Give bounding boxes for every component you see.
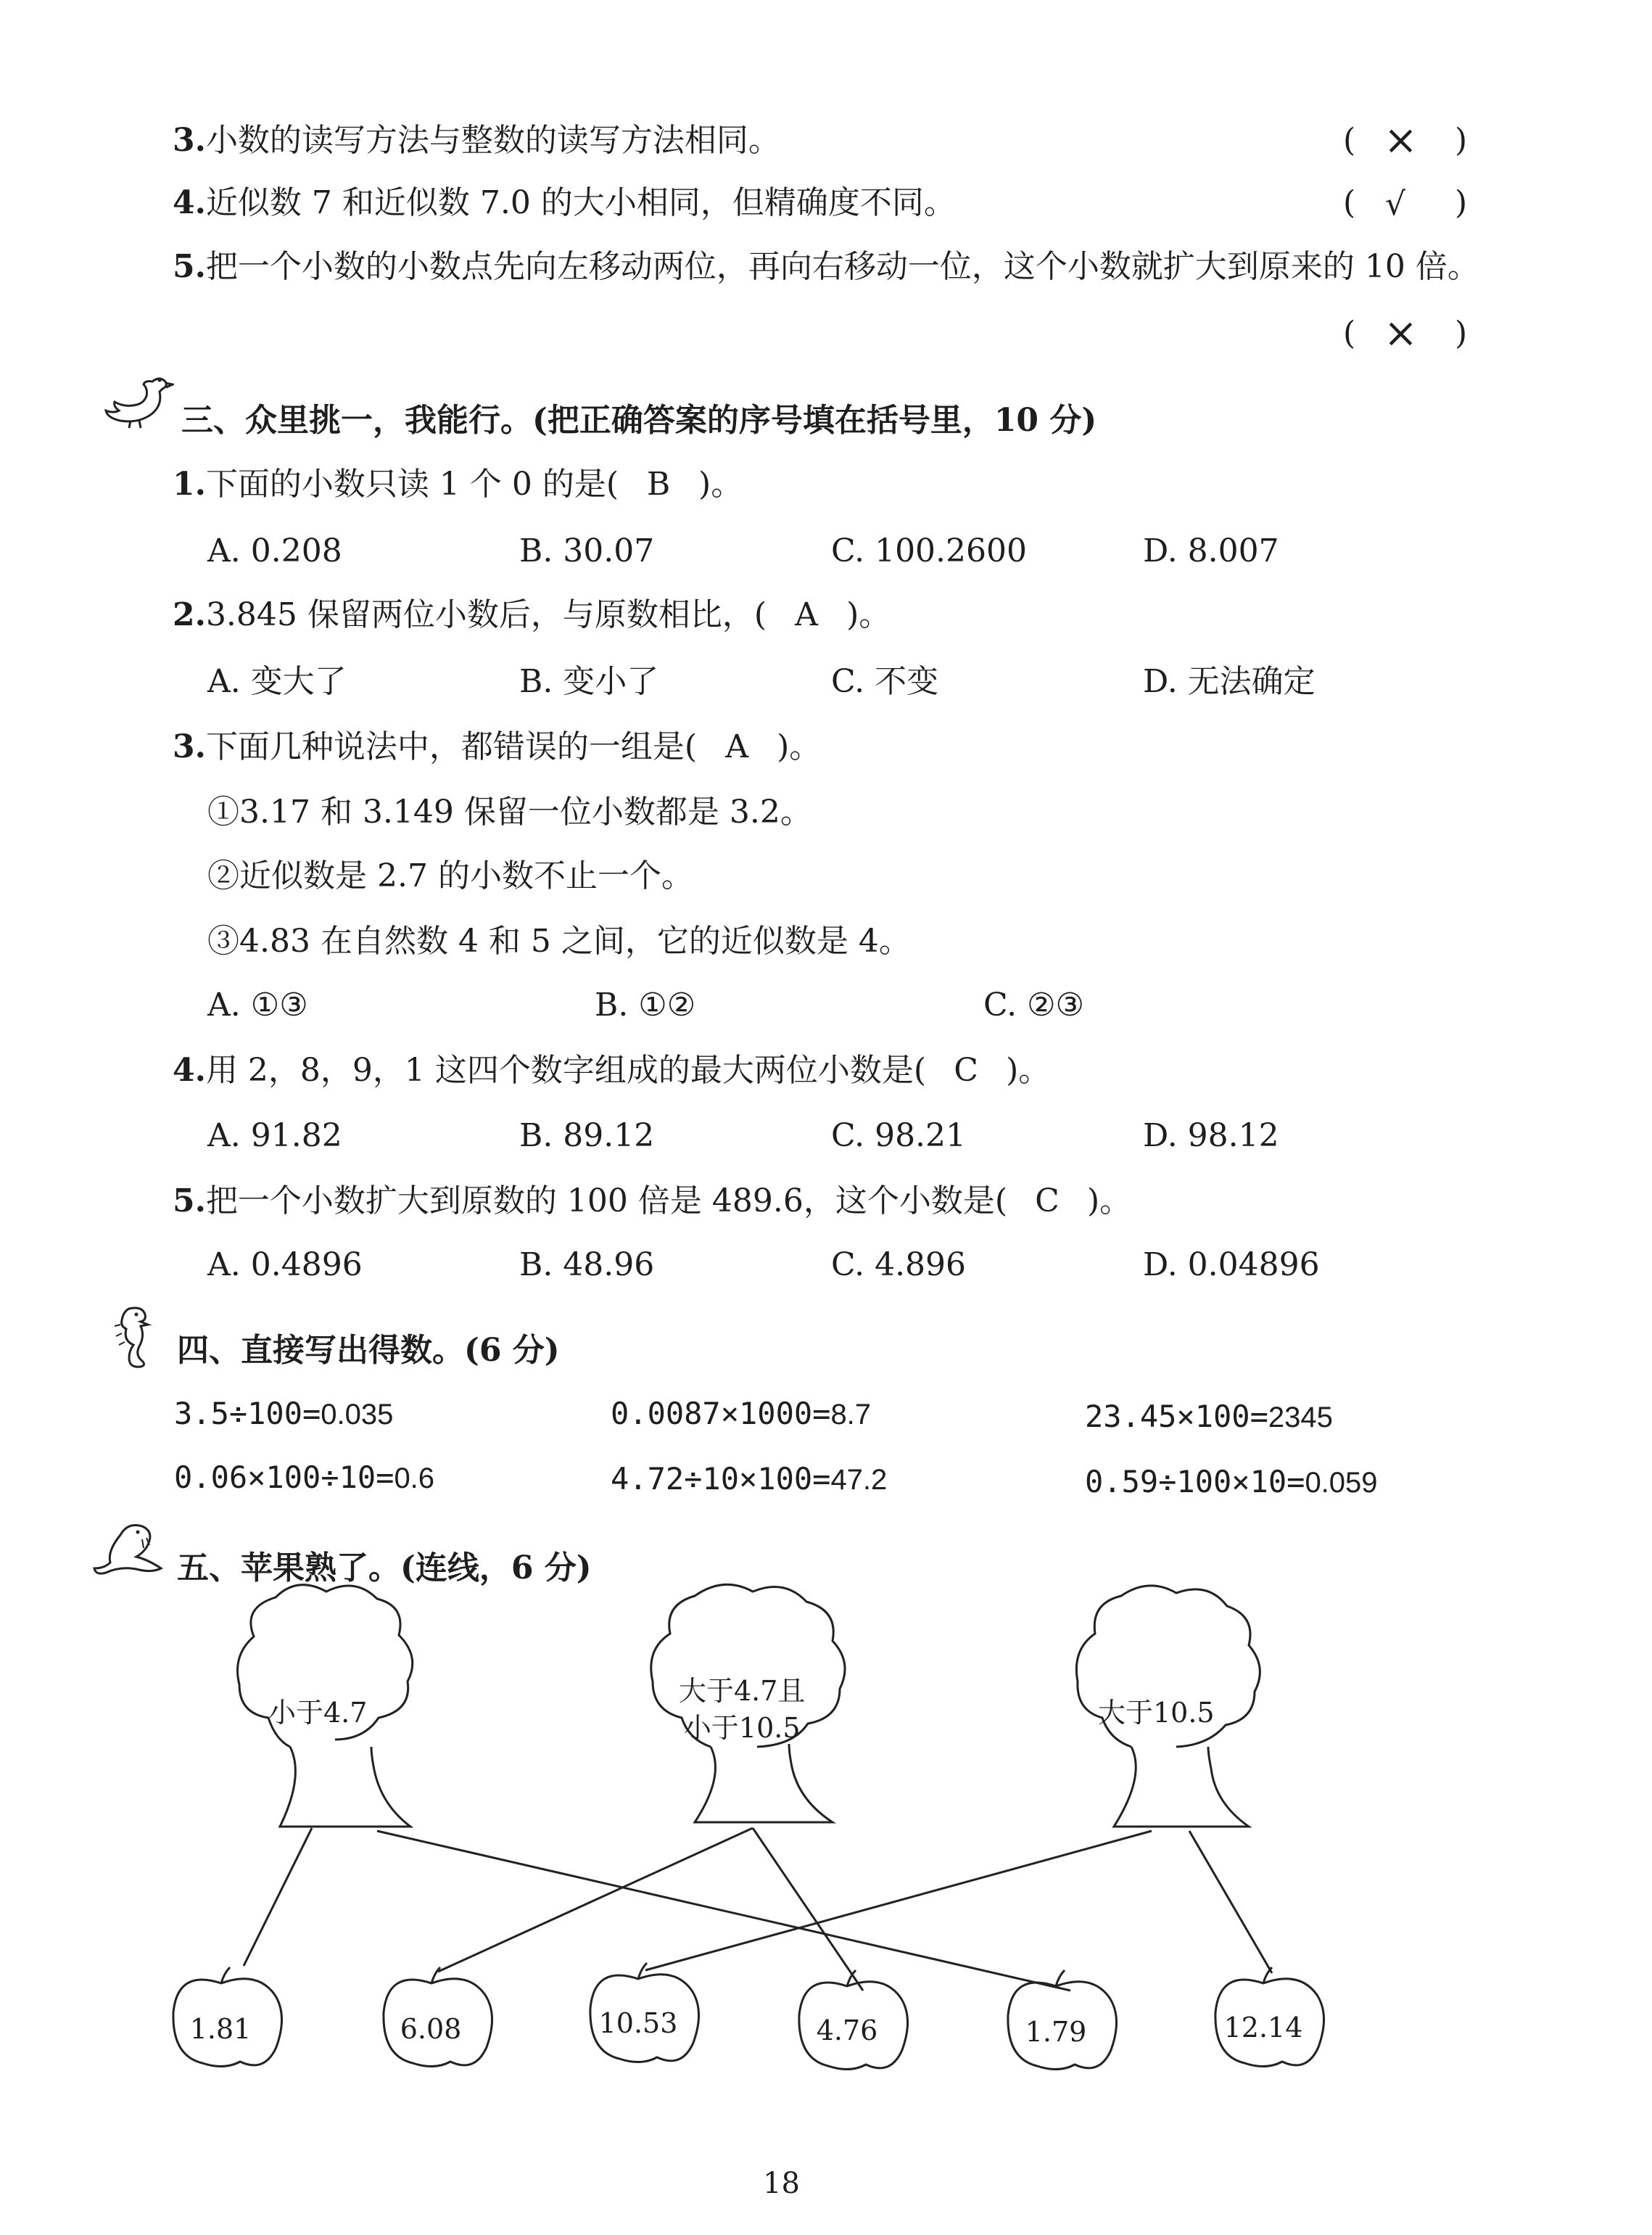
option-a: A. ①③ <box>207 987 308 1024</box>
option-d: D. 无法确定 <box>1143 663 1316 700</box>
option-d: D. 98.12 <box>1143 1117 1279 1154</box>
answer-bracket-close: ) <box>1455 122 1468 159</box>
option-b: B. 48.96 <box>519 1246 655 1283</box>
equation-expr: 0.0087×1000= <box>611 1396 831 1431</box>
option-a: A. 变大了 <box>207 663 347 700</box>
question-number: 2. <box>173 596 206 633</box>
equation-expr: 0.06×100÷10= <box>174 1460 395 1495</box>
equation-expr: 4.72÷10×100= <box>611 1461 831 1497</box>
question-answer: C <box>1035 1182 1060 1219</box>
option-b: B. 30.07 <box>519 532 655 569</box>
item-text: 把一个小数的小数点先向左移动两位，再向右移动一位，这个小数就扩大到原来的 10 倍。 <box>205 248 1479 285</box>
option-d: D. 8.007 <box>1143 532 1279 569</box>
question-close: )。 <box>698 466 743 503</box>
question-text: 下面的小数只读 1 个 0 的是( <box>205 466 619 503</box>
question-answer: A <box>795 596 818 633</box>
option-d: D. 0.04896 <box>1143 1246 1320 1283</box>
tree-label-1: 小于4.7 <box>268 1697 368 1729</box>
judge-answer-5: × <box>1384 310 1418 357</box>
tree-label-2-line-2: 小于10.5 <box>683 1712 801 1745</box>
judge-answer-3: × <box>1384 117 1418 164</box>
option-a: A. 0.4896 <box>207 1246 363 1283</box>
question-text: 用 2，8，9，1 这四个数字组成的最大两位小数是( <box>205 1052 927 1089</box>
question-answer: C <box>954 1052 978 1089</box>
apple-label-3: 10.53 <box>598 2007 678 2039</box>
option-b: B. ①② <box>595 987 696 1024</box>
judge-answer-4: √ <box>1385 186 1406 223</box>
question-close: )。 <box>1087 1182 1132 1219</box>
question-text: 3.845 保留两位小数后，与原数相比，( <box>205 596 767 633</box>
option-a: A. 91.82 <box>207 1117 342 1154</box>
connection-lines <box>244 1828 1272 1991</box>
section4-title: 四、直接写出得数。(6 分) <box>177 1332 560 1369</box>
option-a: A. 0.208 <box>207 532 342 569</box>
equation-result: 47.2 <box>830 1464 888 1496</box>
question-number: 4. <box>173 1052 206 1089</box>
statement-1: ①3.17 和 3.149 保留一位小数都是 3.2。 <box>207 794 812 831</box>
equation-expr: 0.59÷100×10= <box>1085 1464 1305 1499</box>
statement-2: ②近似数是 2.7 的小数不止一个。 <box>207 857 693 894</box>
option-c: C. 100.2600 <box>831 532 1028 569</box>
equation-result: 8.7 <box>830 1399 872 1431</box>
apple-label-2: 6.08 <box>400 2013 462 2045</box>
answer-bracket-close: ) <box>1455 184 1468 221</box>
question-answer: A <box>725 728 748 765</box>
statement-3: ③4.83 在自然数 4 和 5 之间，它的近似数是 4。 <box>207 923 911 960</box>
option-b: B. 89.12 <box>519 1117 655 1154</box>
apple-label-5: 1.79 <box>1025 2016 1087 2048</box>
item-text: 小数的读写方法与整数的读写方法相同。 <box>205 122 780 159</box>
item-number: 3. <box>173 122 206 159</box>
equation-result: 0.6 <box>394 1462 435 1494</box>
question-text: 把一个小数扩大到原数的 100 倍是 489.6，这个小数是( <box>205 1182 1008 1219</box>
answer-bracket-open: ( <box>1343 315 1356 352</box>
equation-result: 0.035 <box>321 1399 394 1431</box>
option-c: C. 4.896 <box>831 1246 967 1283</box>
option-c: C. ②③ <box>983 987 1084 1024</box>
question-text: 下面几种说法中，都错误的一组是( <box>205 728 698 765</box>
equation-expr: 23.45×100= <box>1085 1399 1268 1434</box>
item-text: 近似数 7 和近似数 7.0 的大小相同，但精确度不同。 <box>205 184 956 221</box>
equation-expr: 3.5÷100= <box>174 1396 321 1431</box>
apple-label-1: 1.81 <box>189 2013 252 2045</box>
apple-label-4: 4.76 <box>816 2014 878 2046</box>
question-close: )。 <box>777 728 822 765</box>
question-close: )。 <box>846 596 891 633</box>
item-number: 4. <box>173 184 206 221</box>
answer-bracket-open: ( <box>1343 184 1356 221</box>
item-number: 5. <box>173 248 206 285</box>
option-c: C. 98.21 <box>831 1117 967 1154</box>
section3-title: 三、众里挑一，我能行。(把正确答案的序号填在括号里，10 分) <box>181 402 1097 439</box>
tree-label-2-line-1: 大于4.7且 <box>679 1675 806 1707</box>
answer-bracket-close: ) <box>1455 315 1468 352</box>
equation-result: 0.059 <box>1305 1467 1378 1499</box>
option-b: B. 变小了 <box>519 663 659 700</box>
question-answer: B <box>646 466 671 503</box>
question-number: 5. <box>173 1182 206 1219</box>
equation-result: 2345 <box>1268 1401 1333 1433</box>
question-close: )。 <box>1006 1052 1051 1089</box>
section5-title: 五、苹果熟了。(连线，6 分) <box>177 1549 592 1586</box>
question-number: 3. <box>173 728 206 765</box>
page-number: 18 <box>763 2167 800 2200</box>
tree-label-3: 大于10.5 <box>1098 1697 1215 1729</box>
apples <box>173 1963 1324 2070</box>
option-c: C. 不变 <box>831 663 939 700</box>
apple-label-6: 12.14 <box>1223 2012 1303 2043</box>
tree-label-2 <box>679 1673 805 1748</box>
answer-bracket-open: ( <box>1343 122 1356 159</box>
question-number: 1. <box>173 466 206 503</box>
